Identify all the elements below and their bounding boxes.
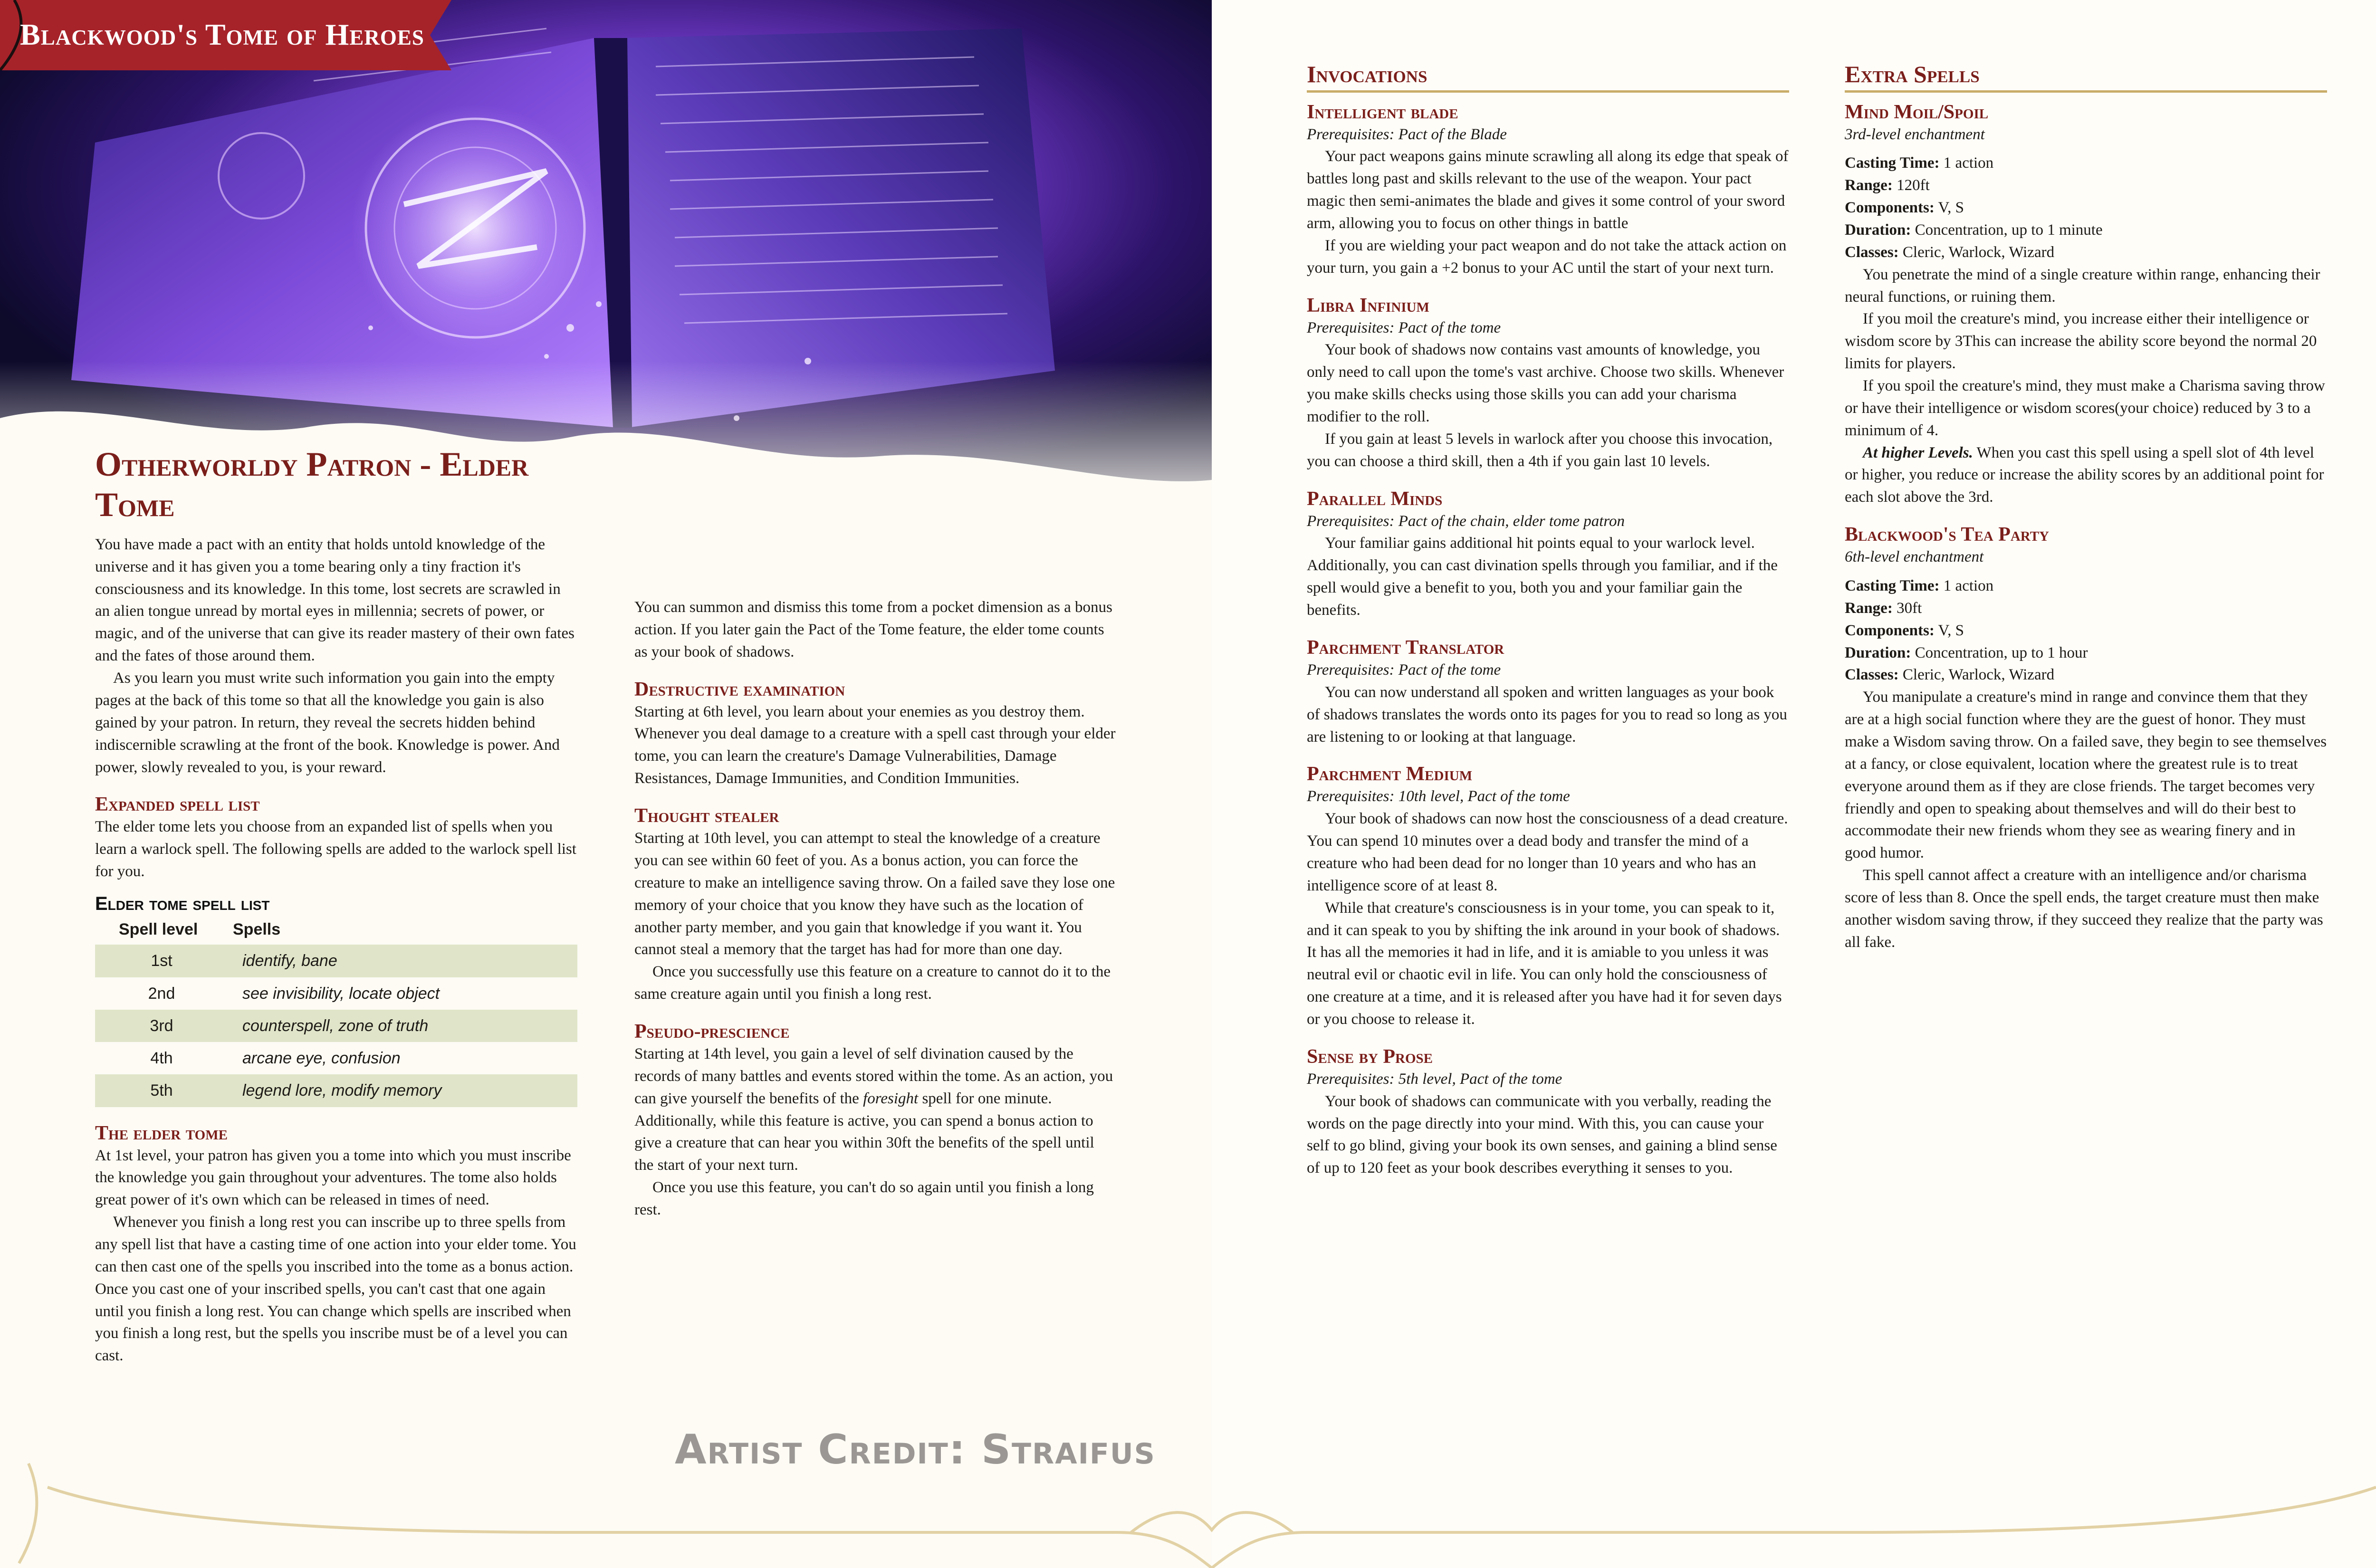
invocation-text: If you gain at least 5 levels in warlock after you choose this invocation, you can choose a third skill, then a 4th if you gain last 10 levels. — [1307, 430, 1773, 470]
stat-range — [1845, 597, 2327, 620]
pseudo-prescience-heading: Pseudo-prescience — [634, 1020, 790, 1042]
spell-names: legend lore, modify memory — [233, 1074, 577, 1107]
stat-classes — [1845, 664, 2327, 686]
stat-value: 1 action — [1943, 154, 1994, 172]
spell-table-caption: Elder tome spell list — [95, 893, 270, 914]
header-banner — [0, 0, 451, 70]
stat-value: Concentration, up to 1 hour — [1915, 644, 2088, 661]
invocation-prereq: Prerequisites: 5th level, Pact of the tome — [1307, 1070, 1562, 1088]
tome-summon-paragraph: You can summon and dismiss this tome from a pocket dimension as a bonus action. If you later gain the Pact of the Tome feature, the elder tome counts as your book of shadows. — [634, 599, 1112, 660]
invocation-text: Your book of shadows can communicate with you verbally, reading the words on the page directly into your mind. With this, you can cause your self to go blind, giving your book its own senses, and gaining a blind sense of up to 120 feet as your book describes everything it senses to you. — [1307, 1092, 1777, 1177]
invocation-text: Your pact weapons gains minute scrawling all along its edge that speak of battles long past and skills relevant to the use of the weapon. Your pact magic then semi-animates the blade and gives it some control of your sword arm, allowing you to focus on other things in battle — [1307, 148, 1789, 232]
middle-column — [634, 596, 1117, 1221]
table-row — [95, 977, 577, 1010]
stat-duration — [1845, 642, 2327, 664]
elder-tome-heading: The elder tome — [95, 1122, 228, 1144]
stat-label: Classes: — [1845, 243, 1899, 261]
intro-paragraph: As you learn you must write such information you gain into the empty pages at the back of this tome so that all the knowledge you gain is also gained by your patron. In return, they reveal the secrets hidden behind indiscernible scrawling at the front of the book. Knowledge is power. And power, slowly revealed to you, is your reward. — [95, 669, 560, 776]
invocation-name: Intelligent blade — [1307, 101, 1458, 123]
invocation-text: If you are wielding your pact weapon and do not take the attack action on your turn, you gain a +2 bonus to your AC until the start of your next turn. — [1307, 237, 1787, 277]
extra-spells-column — [1845, 61, 2327, 954]
spell-description: This spell cannot affect a creature with an intelligence and/or charisma score of less than 8. Once the spell ends, the target creature must then make another wisdom saving throw, if they succeed they realize that the party was all fake. — [1845, 867, 2323, 951]
stat-label: Range: — [1845, 599, 1893, 617]
thought-stealer-paragraph: Starting at 10th level, you can attempt to steal the knowledge of a creature you can see within 60 feet of you. As a bonus action, you can force the creature to make an intelligence saving throw. On a failed save they lose one memory of your choice that you know they have such as the location of another party member, and you gain that knowledge if you want it. You cannot steal a memory that the target has had for more than one day. — [634, 830, 1115, 958]
higher-levels-text: When you cast this spell using a spell slot of 4th level or higher, you reduce or increase the ability scores by an additional point for each slot above the 3rd. — [1845, 444, 2324, 506]
invocations-heading: Invocations — [1307, 61, 1789, 93]
spell-description: If you moil the creature's mind, you increase either their intelligence or wisdom score by 3This can increase the ability score beyond the normal 20 limits for players. — [1845, 310, 2317, 373]
spell-description: You penetrate the mind of a single creature within range, enhancing their neural functions, or ruining them. — [1845, 266, 2320, 306]
extra-spells-heading: Extra Spells — [1845, 61, 2327, 93]
destructive-examination-text: Starting at 6th level, you learn about your enemies as you destroy them. Whenever you deal damage to a creature with a spell cast through your elder tome, you can learn the creature's Damage Vulnerabilities, Damage Resistances, Damage Immunities, and Condition Immunities. — [634, 703, 1116, 787]
text-run: spell for one minute. Additionally, while this feature is active, you can spend a bonus action to give a creature that can hear you within 30ft the benefits of the spell until the start of your next turn. — [634, 1090, 1094, 1174]
stat-label: Components: — [1845, 199, 1935, 217]
invocation-text: While that creature's consciousness is in your tome, you can speak to it, and it can speak to you by shifting the ink around in your book of shadows. It has all the memories it had in life, and it is amiable to you unless it was neutral evil or chaotic evil in life. You can only hold the consciousness of one creature at a time, and it is released after you have had it for seven days or you choose to release it. — [1307, 899, 1782, 1028]
page-title: Otherworldy Patron - Elder Tome — [95, 445, 529, 524]
stat-value: 30ft — [1897, 599, 1922, 617]
table-row — [95, 1042, 577, 1074]
invocation-name: Sense by Prose — [1307, 1045, 1433, 1068]
invocation-prereq: Prerequisites: Pact of the Blade — [1307, 125, 1507, 143]
spell-level: 1st — [95, 945, 233, 977]
invocation-prereq: Prerequisites: 10th level, Pact of the tome — [1307, 788, 1570, 805]
invocation-name: Parallel Minds — [1307, 488, 1443, 510]
invocation-prereq: Prerequisites: Pact of the tome — [1307, 319, 1501, 336]
stat-label: Components: — [1845, 621, 1935, 639]
invocations-column — [1307, 61, 1789, 1179]
spell-table — [95, 916, 577, 1107]
spell-higher-levels — [1845, 442, 2327, 509]
stat-label: Casting Time: — [1845, 577, 1940, 595]
table-header-row — [95, 916, 577, 945]
stat-label: Duration: — [1845, 644, 1911, 661]
pseudo-prescience-paragraph — [634, 1043, 1117, 1176]
spell-level: 4th — [150, 1049, 173, 1068]
stat-components — [1845, 197, 2327, 219]
spell-level: 5th — [95, 1074, 233, 1107]
elder-tome-paragraph: Whenever you finish a long rest you can inscribe up to three spells from any spell list that have a casting time of one action into your elder tome. You can then cast one of the spells you inscribed into the tome as a bonus action. Once you cast one of your inscribed spells, you can't cast that one again until you finish a long rest. You can change which spells are inscribed when you finish a long rest, but the spells you inscribe must be of a level you can cast. — [95, 1214, 576, 1365]
invocation-prereq: Prerequisites: Pact of the chain, elder tome patron — [1307, 512, 1625, 530]
higher-levels-label: At higher Levels. — [1863, 444, 1973, 461]
book-title: Blackwood's Tome of Heroes — [20, 18, 424, 51]
spell-school: 6th-level enchantment — [1845, 548, 1984, 566]
stat-value: Cleric, Warlock, Wizard — [1902, 243, 2055, 261]
stat-classes — [1845, 241, 2327, 264]
invocation-name: Libra Infinium — [1307, 294, 1429, 316]
text-run: Starting at 14th level, you gain a level of self divination caused by the records of many battles and events stored within the tome. As an action, you can give yourself the benefits of the — [634, 1045, 1113, 1107]
spell-level: 3rd — [95, 1010, 233, 1042]
destructive-examination-heading: Destructive examination — [634, 678, 845, 700]
left-column — [95, 444, 577, 1367]
table-row — [95, 945, 577, 977]
stat-value: Concentration, up to 1 minute — [1915, 221, 2103, 239]
elder-tome-paragraph: At 1st level, your patron has given you a tome into which you must inscribe the knowledge you gain throughout your adventures. The tome also holds great power of it's own which can be released in times of need. — [95, 1147, 571, 1209]
thought-stealer-heading: Thought stealer — [634, 805, 779, 827]
stat-label: Classes: — [1845, 666, 1899, 684]
stat-value: 1 action — [1943, 577, 1994, 595]
invocation-text: Your familiar gains additional hit points equal to your warlock level. Additionally, you can cast divination spells through you familiar, and if the spell would give a benefit to you, both you and your familiar gain the benefits. — [1307, 535, 1778, 619]
intro-paragraph: You have made a pact with an entity that holds untold knowledge of the universe and it has given you a tome bearing only a tiny fraction it's consciousness and its knowledge. In this tome, lost secrets are scrawled in an alien tongue unread by mortal eyes in millennia; secrets of power, or magic, and of the universe that can give its reader mastery of their own fates and the fates of those around them. — [95, 535, 575, 665]
column-header-spells: Spells — [233, 920, 281, 938]
spell-names: see invisibility, locate object — [242, 984, 440, 1003]
invocation-text: Your book of shadows now contains vast amounts of knowledge, you only need to call upon the tome's vast archive. Choose two skills. Whenever you make skills checks using those skills you can add your charisma modifier to the roll. — [1307, 341, 1784, 426]
invocation-text: Your book of shadows can now host the consciousness of a dead creature. You can spend 10 minutes over a dead body and transfer the mind of a creature who had been dead for no longer than 10 years and who has an intelligence score of at least 8. — [1307, 810, 1788, 894]
stat-range — [1845, 174, 2327, 197]
stat-casting-time — [1845, 152, 2327, 174]
spell-names: arcane eye, confusion — [242, 1049, 401, 1068]
invocation-name: Parchment Translator — [1307, 636, 1504, 659]
spell-name: Mind Moil/Spoil — [1845, 101, 1989, 123]
spell-names: identify, bane — [233, 945, 577, 977]
stat-value: 120ft — [1897, 177, 1930, 194]
invocation-name: Parchment Medium — [1307, 763, 1473, 785]
expanded-spell-list-heading: Expanded spell list — [95, 794, 260, 816]
stat-label: Duration: — [1845, 221, 1911, 239]
pseudo-prescience-paragraph: Once you use this feature, you can't do so again until you finish a long rest. — [634, 1179, 1094, 1218]
spell-description: You manipulate a creature's mind in range and convince them that they are at a high social function where they are the guest of honor. They must make a Wisdom saving throw. On a failed save, they begin to see themselves at a fancy, or close equivalent, location where the greatest rule is to treat everyone around them as if they are close friends. The target becomes very friendly and open to speaking about themselves and will do their best to accommodate their new friends whom they see as wearing finery and in good humor. — [1845, 688, 2327, 862]
stat-value: V, S — [1938, 199, 1964, 217]
artist-credit: Artist Credit: Straifus — [675, 1426, 1156, 1473]
table-row — [95, 1010, 577, 1042]
spell-name: Blackwood's Tea Party — [1845, 524, 2050, 546]
stat-label: Range: — [1845, 177, 1893, 194]
stat-value: V, S — [1938, 621, 1964, 639]
stat-label: Casting Time: — [1845, 154, 1940, 172]
stat-casting-time — [1845, 575, 2327, 597]
spell-name: foresight — [863, 1090, 919, 1107]
invocation-prereq: Prerequisites: Pact of the tome — [1307, 661, 1501, 679]
invocation-text: You can now understand all spoken and written languages as your book of shadows translates the words onto its pages for you to read so long as you are listening to or looking at that language. — [1307, 683, 1787, 746]
spell-description: If you spoil the creature's mind, they must make a Charisma saving throw or have their intelligence or wisdom scores(your choice) reduced by 3 to a minimum of 4. — [1845, 377, 2325, 439]
expanded-spell-list-text: The elder tome lets you choose from an expanded list of spells when you learn a warlock spell. The following spells are added to the warlock spell list for you. — [95, 818, 576, 880]
spell-school: 3rd-level enchantment — [1845, 125, 1985, 143]
column-header-level: Spell level — [119, 920, 198, 938]
spell-names: counterspell, zone of truth — [233, 1010, 577, 1042]
stat-value: Cleric, Warlock, Wizard — [1902, 666, 2055, 684]
spell-level: 2nd — [148, 984, 175, 1003]
stat-duration — [1845, 219, 2327, 241]
thought-stealer-paragraph: Once you successfully use this feature on a creature to cannot do it to the same creature again until you finish a long rest. — [634, 963, 1111, 1003]
stat-components — [1845, 620, 2327, 642]
table-row — [95, 1074, 577, 1107]
